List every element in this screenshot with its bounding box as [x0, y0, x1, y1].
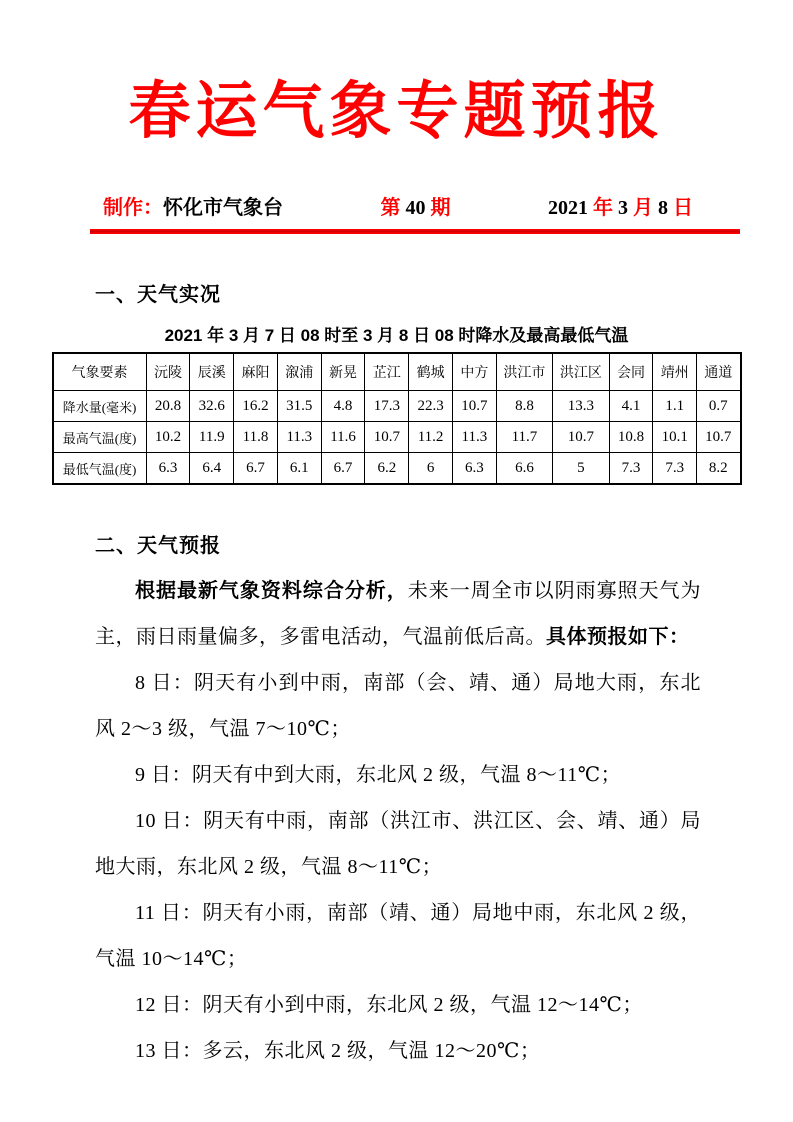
intro-regular-text: 未来一周全市以阴雨寡照天气为主，雨日雨量偏多，多雷电活动，气温前低后高。: [95, 580, 701, 648]
value-cell: 0.7: [697, 391, 741, 422]
issue-date: [548, 194, 693, 222]
value-cell: 11.8: [234, 422, 278, 453]
value-cell: 10.7: [365, 422, 409, 453]
row-label: 降水量(毫米): [53, 391, 147, 422]
date-day-unit: 日: [668, 197, 693, 219]
header-cell-station: 中方: [452, 353, 496, 391]
header-cell-station: 麻阳: [234, 353, 278, 391]
value-cell: 6.4: [190, 453, 234, 485]
value-cell: 6.7: [321, 453, 365, 485]
value-cell: 32.6: [190, 391, 234, 422]
value-cell: 4.8: [321, 391, 365, 422]
value-cell: 31.5: [277, 391, 321, 422]
document-title: 春运气象专题预报: [128, 78, 665, 146]
value-cell: 6.6: [496, 453, 552, 485]
header-cell-station: 洪江区: [553, 353, 609, 391]
value-cell: 17.3: [365, 391, 409, 422]
header-cell-station: 鹤城: [409, 353, 453, 391]
value-cell: 6.3: [452, 453, 496, 485]
value-cell: 10.1: [653, 422, 697, 453]
intro-bold-tail: 具体预报如下：: [546, 626, 690, 648]
value-cell: 1.1: [653, 391, 697, 422]
producer-label: 制作：: [103, 197, 163, 219]
issue-prefix: 第: [380, 197, 401, 219]
value-cell: 11.3: [452, 422, 496, 453]
forecast-item-day9: 9 日：阴天有中到大雨，东北风 2 级，气温 8～11℃；: [135, 764, 622, 786]
value-cell: 13.3: [553, 391, 609, 422]
value-cell: 6: [409, 453, 453, 485]
header-cell-station: 通道: [697, 353, 741, 391]
value-cell: 8.2: [697, 453, 741, 485]
value-cell: 11.9: [190, 422, 234, 453]
value-cell: 10.7: [553, 422, 609, 453]
date-year-unit: 年: [588, 197, 618, 219]
value-cell: 16.2: [234, 391, 278, 422]
masthead: [103, 194, 693, 222]
producer-name: 怀化市气象台: [163, 197, 283, 219]
row-label: 最高气温(度): [53, 422, 147, 453]
intro-bold-lead: 根据最新气象资料综合分析，: [135, 580, 408, 602]
header-cell-station: 芷江: [365, 353, 409, 391]
issue-value: 40: [400, 197, 431, 219]
producer: [103, 194, 283, 222]
value-cell: 11.6: [321, 422, 365, 453]
weather-observation-table: [52, 352, 742, 485]
header-cell-element: 气象要素: [53, 353, 147, 391]
header-cell-station: 靖州: [653, 353, 697, 391]
value-cell: 10.8: [609, 422, 653, 453]
issue-number: [381, 194, 451, 222]
value-cell: 6.2: [365, 453, 409, 485]
forecast-item-day12: 12 日：阴天有小到中雨，东北风 2 级，气温 12～14℃；: [135, 994, 643, 1016]
value-cell: 10.7: [452, 391, 496, 422]
header-cell-station: 辰溪: [190, 353, 234, 391]
value-cell: 20.8: [146, 391, 190, 422]
value-cell: 22.3: [409, 391, 453, 422]
value-cell: 6.7: [234, 453, 278, 485]
masthead-divider-rule: [90, 229, 740, 234]
date-year: 2021: [548, 197, 588, 219]
header-cell-station: 会同: [609, 353, 653, 391]
table-row-max-temp: [53, 422, 741, 453]
header-cell-station: 溆浦: [277, 353, 321, 391]
header-cell-station: 洪江市: [496, 353, 552, 391]
table-header-row: [53, 353, 741, 391]
date-month: 3: [618, 197, 628, 219]
header-cell-station: 沅陵: [146, 353, 190, 391]
forecast-item-day10: 10 日：阴天有中雨，南部（洪江市、洪江区、会、靖、通）局地大雨，东北风 2 级，气温 8～11℃；: [95, 810, 701, 878]
section-1-heading: 一、天气实况: [95, 284, 221, 306]
value-cell: 10.2: [146, 422, 190, 453]
value-cell: 6.1: [277, 453, 321, 485]
value-cell: 7.3: [609, 453, 653, 485]
value-cell: 4.1: [609, 391, 653, 422]
forecast-item-day11: 11 日：阴天有小雨，南部（靖、通）局地中雨，东北风 2 级，气温 10～14℃；: [95, 902, 701, 970]
table-row-precipitation: [53, 391, 741, 422]
value-cell: 7.3: [653, 453, 697, 485]
value-cell: 11.7: [496, 422, 552, 453]
value-cell: 8.8: [496, 391, 552, 422]
value-cell: 11.2: [409, 422, 453, 453]
forecast-item-day13: 13 日：多云，东北风 2 级，气温 12～20℃；: [135, 1040, 541, 1062]
date-month-unit: 月: [628, 197, 658, 219]
table-row-min-temp: [53, 453, 741, 485]
value-cell: 10.7: [697, 422, 741, 453]
value-cell: 11.3: [277, 422, 321, 453]
date-day: 8: [658, 197, 668, 219]
value-cell: 5: [553, 453, 609, 485]
header-cell-station: 新晃: [321, 353, 365, 391]
issue-suffix: 期: [430, 197, 451, 219]
row-label: 最低气温(度): [53, 453, 147, 485]
forecast-intro-paragraph: [95, 568, 701, 660]
section-2-heading: 二、天气预报: [95, 535, 221, 557]
weather-table-title: 2021 年 3 月 7 日 08 时至 3 月 8 日 08 时降水及最高最低气温: [164, 326, 629, 345]
value-cell: 6.3: [146, 453, 190, 485]
forecast-item-day8: 8 日：阴天有小到中雨，南部（会、靖、通）局地大雨，东北风 2～3 级，气温 7～10℃；: [95, 672, 701, 740]
